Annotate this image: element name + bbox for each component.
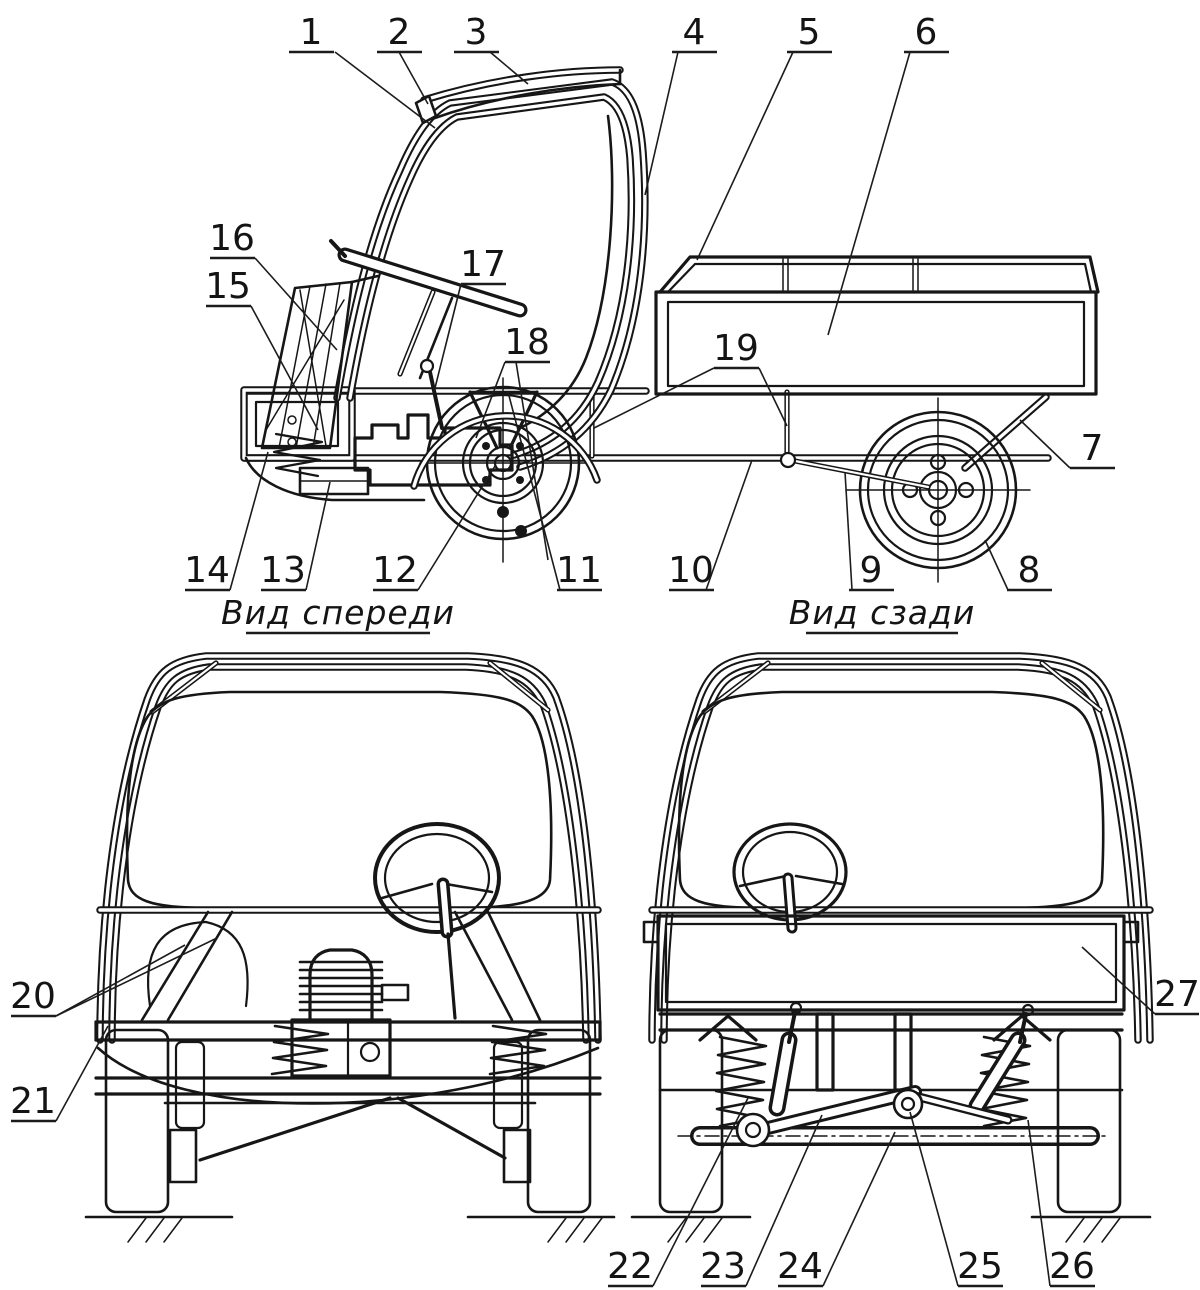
callout-5 [697,12,832,260]
callout-16-label: 16 [209,218,255,259]
windshield [127,692,551,908]
callout-27-label: 27 [1154,974,1200,1015]
callout-3 [454,12,528,84]
callout-19-label: 19 [713,328,759,369]
rear-view-drawing [632,656,1150,1242]
rear-suspension [678,1003,1105,1146]
cooling-fins [300,962,382,1010]
callout-22-label: 22 [607,1246,653,1287]
tailgate-panel [644,916,1138,1010]
callout-11-label: 11 [556,550,602,591]
cab-frame-rear [652,656,1150,1040]
callouts [10,12,1200,1287]
callout-10 [668,460,752,591]
callout-5-label: 5 [797,12,821,53]
rear-right-tire [1058,1030,1120,1212]
callout-26-label: 26 [1049,1246,1095,1287]
center-pivot [894,1090,922,1118]
callout-23-label: 23 [700,1246,746,1287]
callout-15 [205,266,318,430]
callout-18-label: 18 [504,322,550,363]
rear-view-caption [789,593,976,633]
callout-10-label: 10 [668,550,714,591]
left-pivot [737,1114,769,1146]
left-interior-pillars [142,912,232,1020]
side-view-drawing [244,70,1098,582]
front-view-drawing [86,656,614,1242]
engine-front [292,950,408,1076]
right-interior-pillars [455,912,540,1020]
callout-9-label: 9 [859,550,883,591]
front-right-tire [528,1030,590,1212]
callout-3-label: 3 [464,12,488,53]
callout-14-label: 14 [184,550,230,591]
callout-13-label: 13 [260,550,306,591]
callout-21-label: 21 [10,1081,56,1122]
callout-1 [289,12,435,128]
cab-frame-front [100,656,598,1040]
front-wheel-side [414,378,597,562]
steering-column [448,934,455,1018]
front-ground [86,1217,614,1242]
rear-view-label: Вид сзади [788,593,976,632]
callout-21 [10,1026,108,1122]
front-suspension [165,1026,546,1182]
front-left-spring [272,1026,328,1074]
callout-12-label: 12 [372,550,418,591]
engine-side [288,415,512,485]
callout-8 [985,540,1052,591]
steering-wheel-front [375,824,499,1018]
callout-6 [828,12,949,335]
callout-4-label: 4 [682,12,706,53]
rear-left-tire [660,1030,722,1212]
lower-arms [200,1098,505,1160]
left-spring-perch [700,1016,756,1040]
rear-ground [632,1217,1150,1242]
front-view-caption [221,593,455,633]
front-right-spring [490,1026,546,1074]
callout-4 [645,12,717,195]
callout-8-label: 8 [1017,550,1041,591]
callout-20-label: 20 [10,976,56,1017]
cargo-box-side [656,257,1098,394]
callout-2-label: 2 [387,12,411,53]
callout-1-label: 1 [299,12,323,53]
callout-6-label: 6 [914,12,938,53]
front-left-tire [106,1030,168,1212]
callout-24 [777,1132,895,1287]
front-view-label: Вид спереди [221,593,455,632]
callout-17-label: 17 [460,244,506,285]
callout-15-label: 15 [205,266,251,307]
callout-27 [1082,947,1200,1015]
callout-24-label: 24 [777,1246,823,1287]
callout-19 [594,328,787,428]
callout-25-label: 25 [957,1246,1003,1287]
callout-7-label: 7 [1080,428,1104,469]
